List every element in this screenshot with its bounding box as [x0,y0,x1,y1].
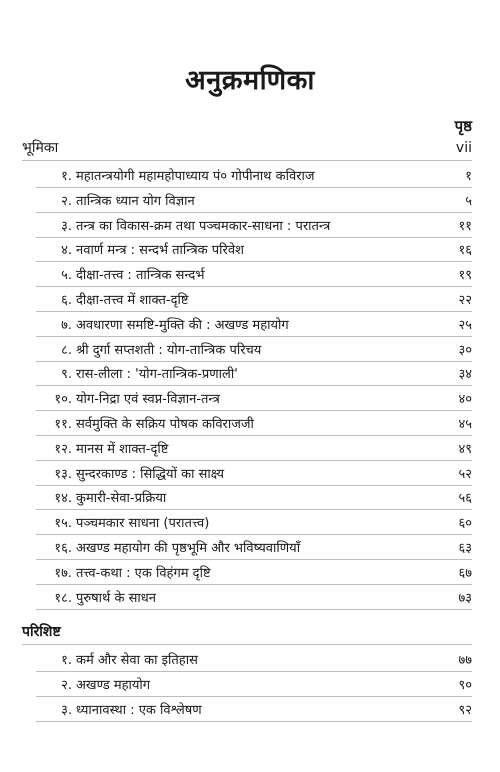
toc-row [0,315,500,337]
toc-row [0,340,500,362]
entry-number: १८. [54,590,72,606]
toc-row [0,191,500,213]
entry-title: सुन्दरकाण्ड : सिद्धियों का साक्ष्य [76,466,225,482]
entry-page: ३४ [458,367,472,383]
entry-title: योग-निद्रा एवं स्वप्न-विज्ञान-तन्त्र [76,392,220,408]
row-divider [36,485,472,486]
row-divider [36,237,472,238]
entry-number: ७. [61,317,72,333]
entry-number: २. [61,677,72,693]
toc-row [0,563,500,585]
row-divider [36,534,472,535]
toc-row [0,439,500,461]
entry-title: कर्म और सेवा का इतिहास [76,653,198,668]
page-title: अनुक्रमणिका [185,65,315,96]
page-column-label: पृष्ठ [454,117,472,135]
toc-row [0,700,500,722]
entry-title: सर्वमुक्ति के सक्रिय पोषक कविराजजी [76,417,254,432]
row-divider [36,212,472,213]
entry-title: दीक्षा-तत्त्व : तान्त्रिक सन्दर्भ [76,268,205,284]
toc-row [0,513,500,535]
entry-page: २५ [458,317,472,333]
entry-page: १६ [458,243,472,259]
row-divider [36,261,472,262]
entry-title: नवार्ण मन्त्र : सन्दर्भ तान्त्रिक परिवेश [76,243,244,259]
toc-row [0,675,500,697]
toc-row [0,414,500,436]
toc-row [0,389,500,411]
divider [22,160,472,161]
row-divider [36,559,472,560]
toc-row [0,488,500,510]
entry-page: १ [465,169,472,184]
entry-title: पुरुषार्थ के साधन [76,590,156,606]
entry-title: तन्त्र का विकास-क्रम तथा पञ्चमकार-साधना : परातन्त्र [76,218,331,234]
entry-number: १४. [54,491,72,507]
entry-number: २. [61,193,72,209]
toc-row [0,166,500,188]
entry-page: ७७ [458,653,472,668]
toc-row [0,216,500,238]
entry-number: ५. [61,268,72,284]
entry-page: ५२ [458,466,472,482]
row-divider [36,584,472,585]
entry-title: कुमारी-सेवा-प्रक्रिया [76,491,167,507]
entry-page: ४९ [458,441,472,457]
entry-page: ५ [465,193,472,209]
divider [22,644,472,645]
entry-title: श्री दुर्गा सप्तशती : योग-तान्त्रिक परिचय [76,342,262,358]
toc-row [0,290,500,312]
entry-title: मानस में शाक्त-दृष्टि [76,441,169,457]
entry-number: १७. [54,565,72,581]
entry-title: अखण्ड महायोग [76,677,151,693]
entry-number: ३. [61,218,72,234]
entry-page: १९ [458,268,472,284]
entry-page: ४५ [458,417,472,432]
entry-number: ४. [61,243,72,259]
entry-number: ९. [61,367,72,383]
row-divider [36,696,472,697]
entry-page: ११ [458,218,472,234]
entry-title: तान्त्रिक ध्यान योग विज्ञान [76,193,195,209]
row-divider [36,721,472,722]
intro-label: भूमिका [22,140,59,156]
entry-number: १२. [54,441,72,457]
entry-number: १३. [54,466,72,482]
entry-title: पञ्चमकार साधना (परातत्त्व) [76,516,210,532]
entry-number: १५. [54,516,72,532]
row-divider [36,609,472,610]
entry-title: महातन्त्रयोगी महामहोपाध्याय पं० गोपीनाथ कविराज [76,169,315,184]
row-divider [36,311,472,312]
entry-title: अवधारणा समष्टि-मुक्ति की : अखण्ड महायोग [76,317,289,333]
entry-page: ७३ [458,590,472,606]
entry-page: ५६ [458,491,472,507]
toc-row [0,464,500,486]
entry-number: ६. [61,293,72,308]
entry-title: रास-लीला : 'योग-तान्त्रिक-प्रणाली' [76,367,238,383]
entry-page: ६० [458,516,472,532]
appendix-label: परिशिष्ट [22,624,61,640]
row-divider [36,410,472,411]
entry-number: १६. [54,541,72,556]
row-divider [36,509,472,510]
row-divider [36,671,472,672]
toc-row [0,265,500,287]
entry-title: ध्यानावस्था : एक विश्लेषण [76,702,202,718]
entry-page: ६७ [458,565,472,581]
entry-number: १०. [54,392,72,408]
entry-title: दीक्षा-तत्त्व में शाक्त-दृष्टि [76,293,189,308]
intro-page: vii [455,140,472,156]
entry-number: १. [61,653,72,668]
row-divider [36,385,472,386]
toc-row [0,588,500,610]
entry-number: १. [61,169,72,184]
entry-page: ४० [458,392,472,408]
toc-row [0,240,500,262]
row-divider [36,286,472,287]
row-divider [36,460,472,461]
entry-page: ३० [458,342,472,358]
row-divider [36,336,472,337]
toc-row [0,364,500,386]
toc-row [0,538,500,560]
row-divider [36,187,472,188]
entry-number: ३. [61,702,72,718]
toc-row [0,650,500,672]
entry-page: २२ [458,293,472,308]
entry-title: अखण्ड महायोग की पृष्ठभूमि और भविष्यवाणियाँ [76,541,301,556]
entry-number: ११. [54,417,72,432]
row-divider [36,435,472,436]
entry-page: ६३ [458,541,472,556]
entry-page: ९२ [458,702,472,718]
row-divider [36,361,472,362]
entry-title: तत्त्व-कथा : एक विहंगम दृष्टि [76,565,211,581]
entry-page: ९० [458,677,472,693]
entry-number: ८. [61,342,72,358]
